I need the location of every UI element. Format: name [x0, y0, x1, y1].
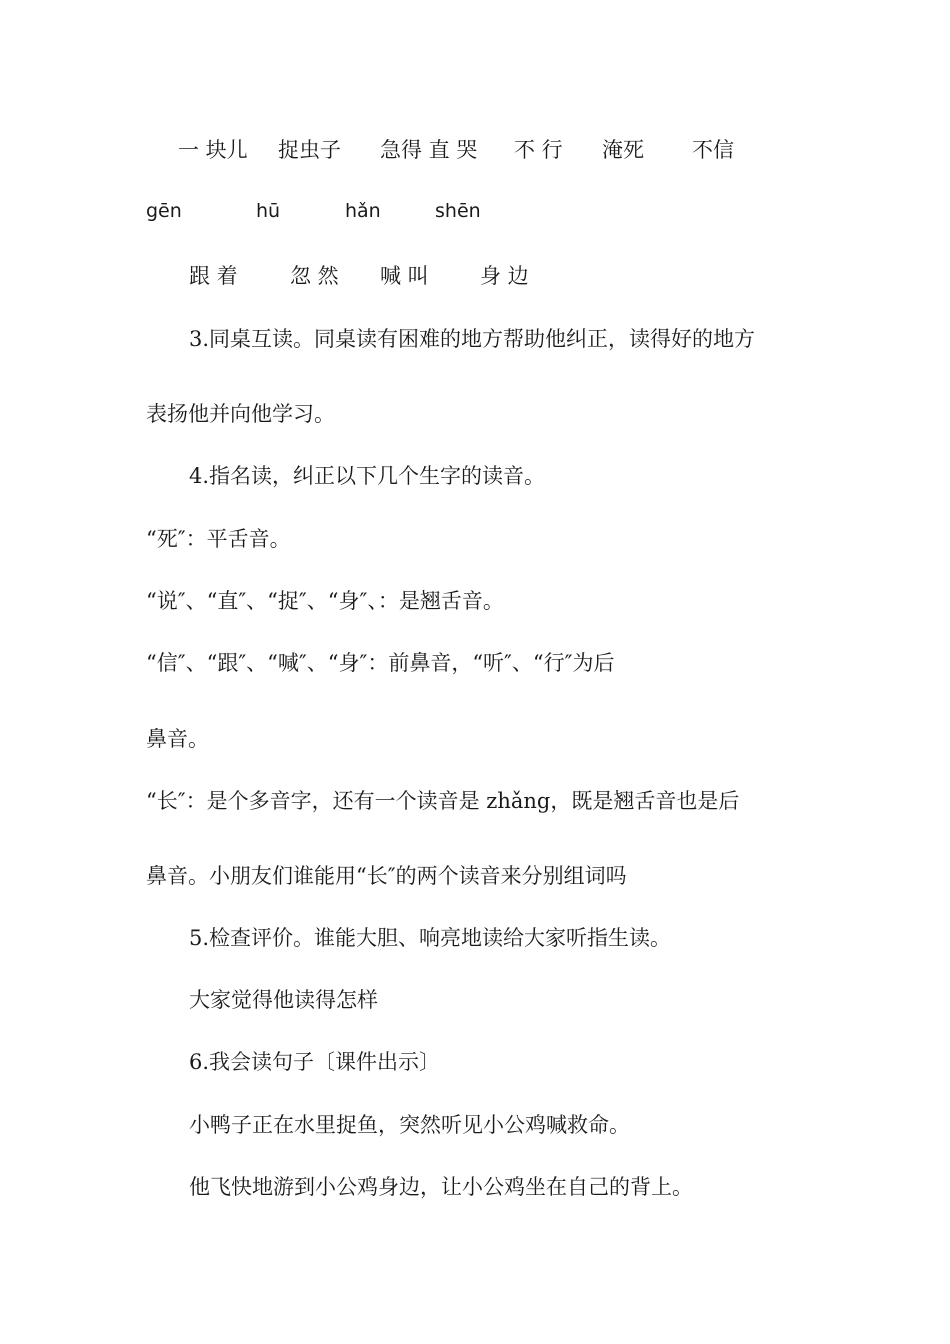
note-si: “死″：平舌音。	[146, 527, 291, 551]
vocab-word: 淹死	[602, 138, 644, 162]
vocab-row-1	[0, 136, 950, 166]
pinyin-syllable: hū	[256, 200, 281, 222]
sentence-2: 他飞快地游到小公鸡身边，让小公鸡坐在自己的背上。	[189, 1175, 693, 1199]
vocab-word: 捉虫子	[278, 138, 341, 162]
vocab-word: 急得 直 哭	[380, 138, 478, 162]
vocab-word: 不信	[692, 138, 734, 162]
paragraph-3-line-2: 表扬他并向他学习。	[146, 402, 335, 426]
note-chang-line-1: “长″：是个多音字，还有一个读音是 zhǎng，既是翘舌音也是后	[146, 789, 740, 813]
vocab-word: 跟 着	[189, 264, 238, 288]
pinyin-syllable: gēn	[146, 200, 182, 222]
paragraph-5: 5.检查评价。谁能大胆、响亮地读给大家听指生读。	[189, 926, 672, 950]
note-xin-line-2: 鼻音。	[146, 727, 209, 751]
note-shuo: “说″、“直″、“捉″、“身″、：是翘舌音。	[146, 589, 504, 613]
note-chang-line-2: 鼻音。小朋友们谁能用“长″的两个读音来分别组词吗	[146, 864, 627, 888]
paragraph-5-sub: 大家觉得他读得怎样	[189, 988, 378, 1012]
sentence-1: 小鸭子正在水里捉鱼，突然听见小公鸡喊救命。	[189, 1113, 630, 1137]
pinyin-row	[0, 200, 950, 230]
pinyin-syllable: hǎn	[345, 200, 381, 222]
vocab-word: 忽 然	[290, 264, 339, 288]
vocab-word: 身 边	[480, 264, 529, 288]
vocab-word: 不 行	[514, 138, 563, 162]
paragraph-4: 4.指名读，纠正以下几个生字的读音。	[189, 464, 546, 488]
paragraph-3-line-1: 3.同桌互读。同桌读有困难的地方帮助他纠正，读得好的地方	[189, 327, 756, 351]
paragraph-6: 6.我会读句子〔课件出示〕	[189, 1050, 441, 1074]
vocab-word: 一 块儿	[178, 138, 248, 162]
pinyin-syllable: shēn	[435, 200, 481, 222]
note-xin-line-1: “信″、“跟″、“喊″、“身″：前鼻音，“听″、“行″为后	[146, 651, 615, 675]
vocab-word: 喊 叫	[380, 264, 429, 288]
vocab-row-2	[0, 262, 950, 292]
